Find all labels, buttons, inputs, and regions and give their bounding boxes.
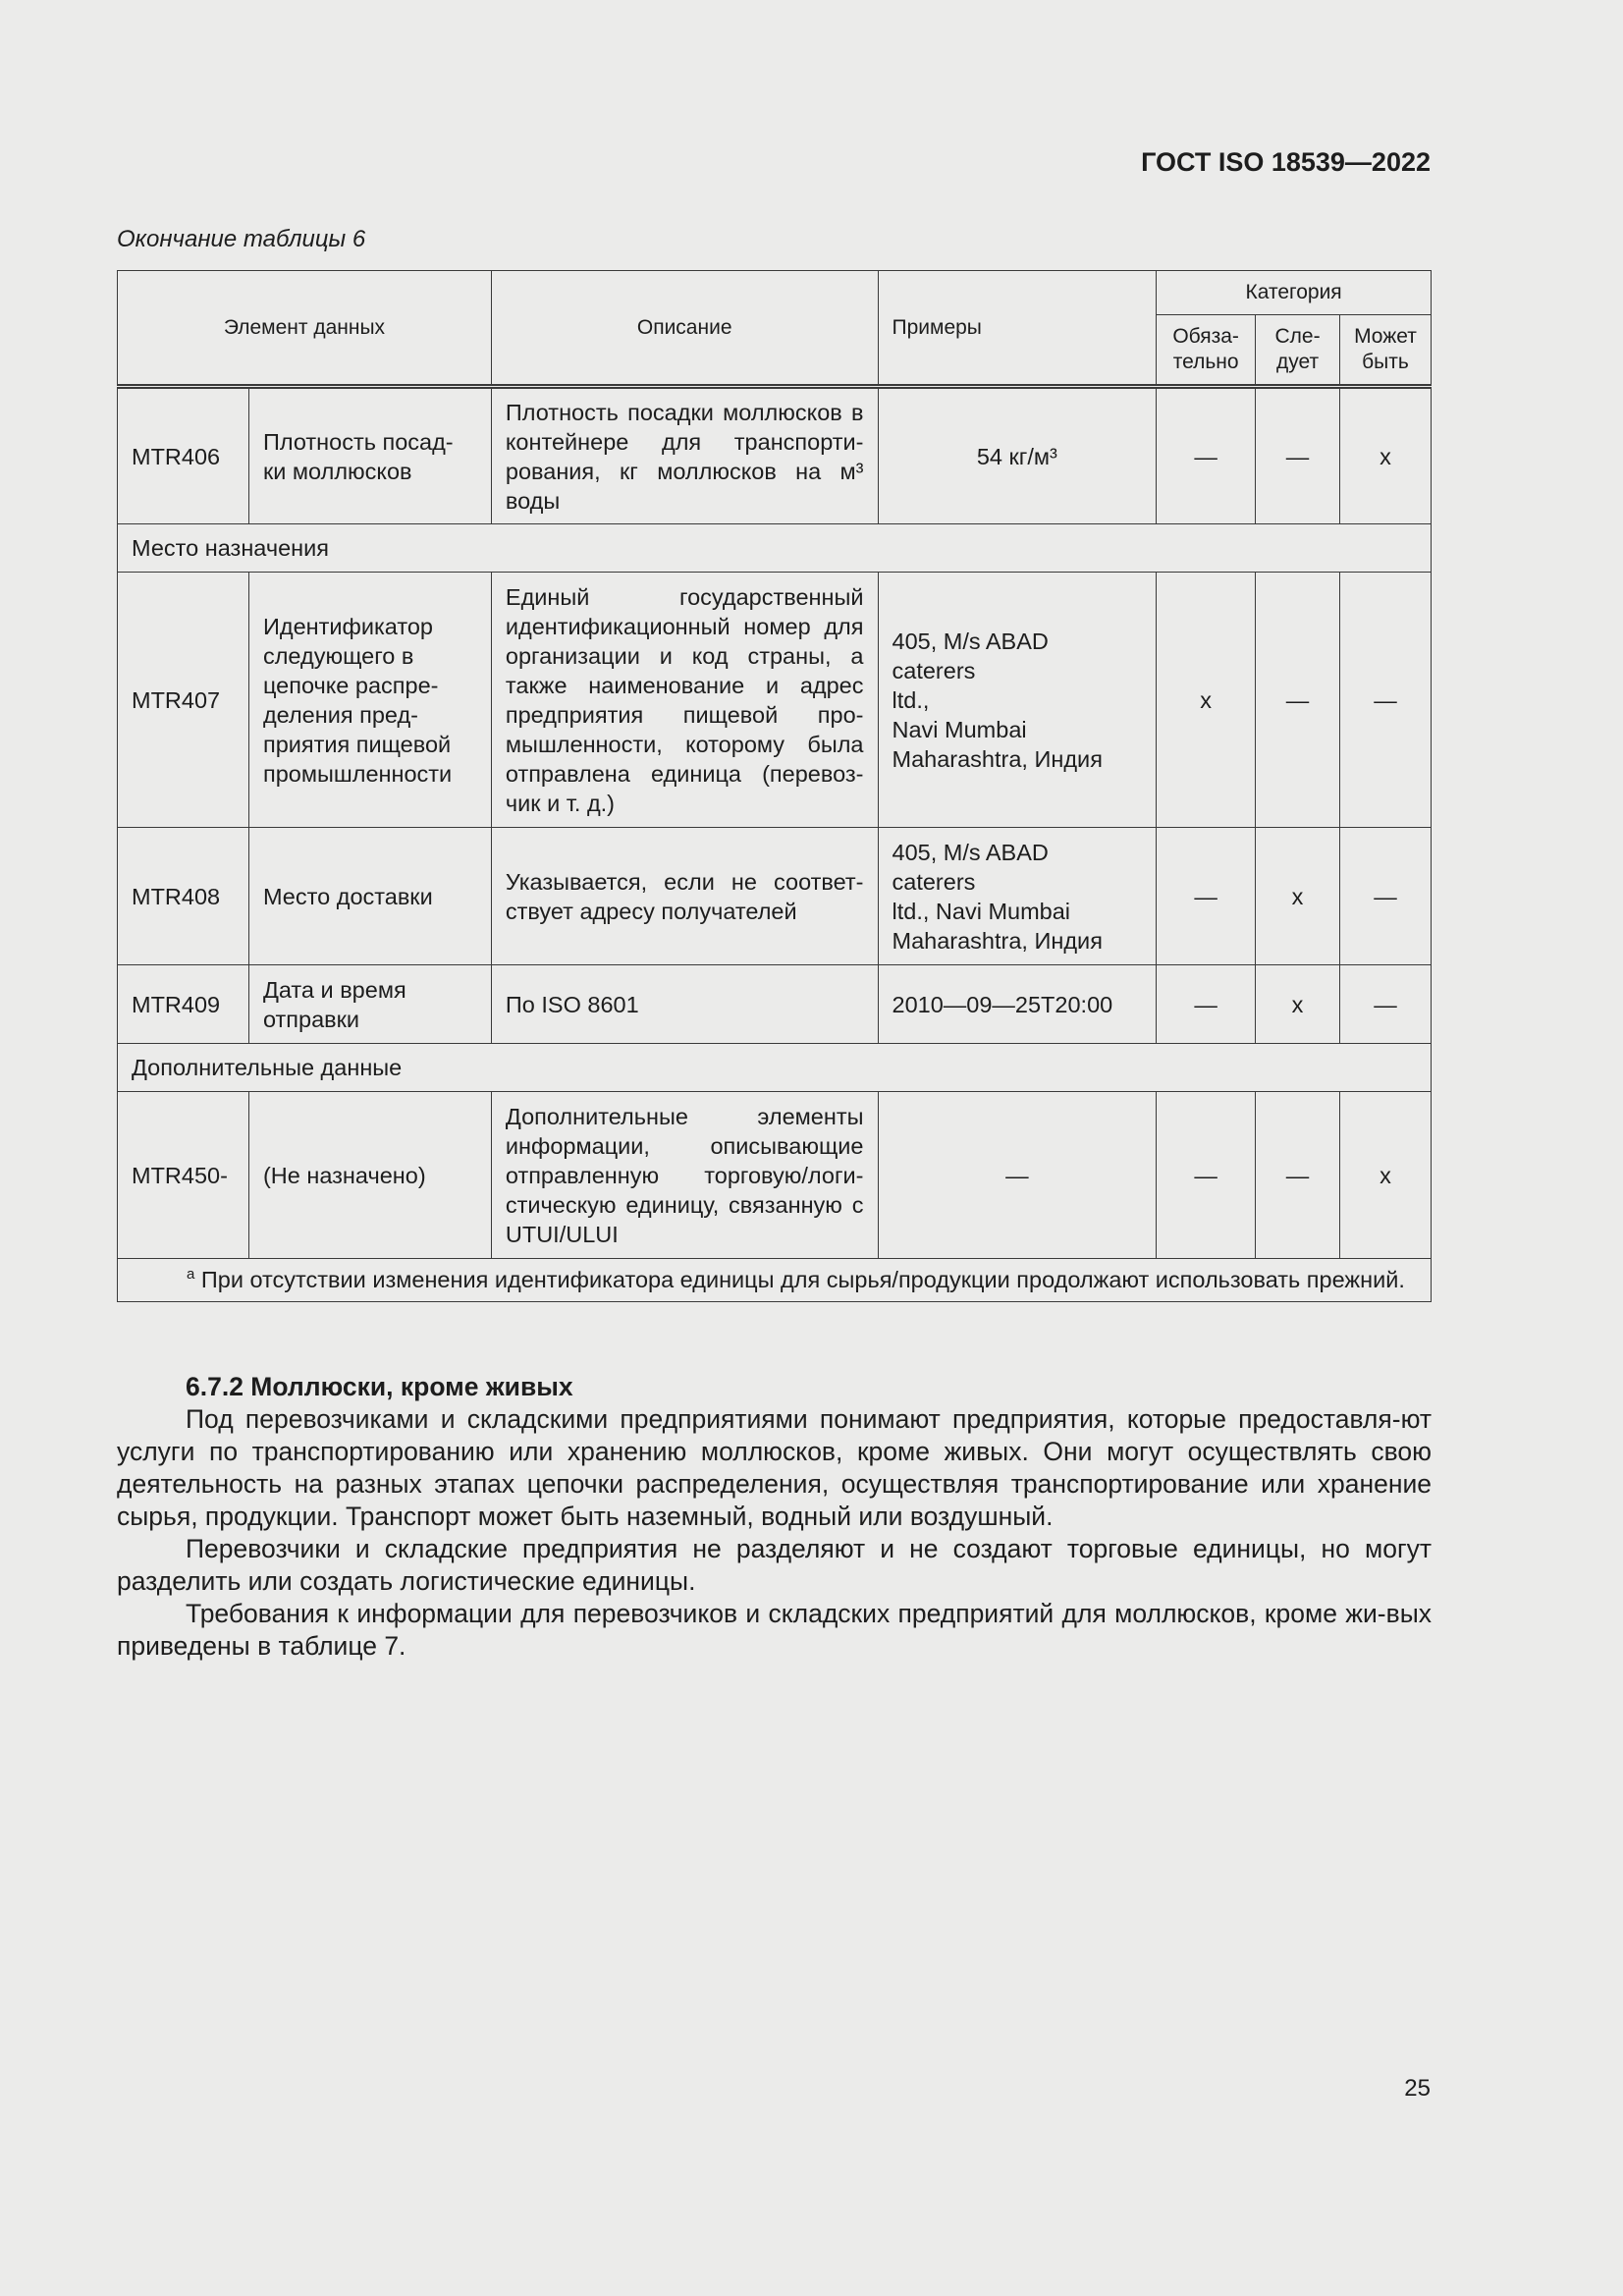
table-section-row bbox=[118, 1044, 1432, 1092]
column-header-may bbox=[1340, 315, 1432, 387]
column-header-should bbox=[1256, 315, 1340, 387]
data-element-code: MTR450- bbox=[118, 1092, 249, 1259]
table-body bbox=[118, 387, 1432, 1302]
may-label: Может быть bbox=[1354, 325, 1417, 373]
category-mandatory: — bbox=[1157, 828, 1256, 965]
data-element-description: Плотность посадки моллюсков в контейнере для транспорти-рования, кг моллюсков на м³ воды bbox=[491, 387, 878, 524]
table-caption: Окончание таблицы 6 bbox=[117, 226, 366, 252]
data-element-name: Плотность посад- ки моллюсков bbox=[248, 387, 491, 524]
category-should: — bbox=[1256, 573, 1340, 828]
data-element-example: 405, M/s ABAD caterers ltd., Navi Mumbai Maharashtra, Индия bbox=[878, 573, 1157, 828]
data-element-name: (Не назначено) bbox=[248, 1092, 491, 1259]
data-element-example: 2010—09—25T20:00 bbox=[878, 965, 1157, 1044]
data-element-example: 405, M/s ABAD caterers ltd., Navi Mumbai Maharashtra, Индия bbox=[878, 828, 1157, 965]
column-header-examples: Примеры bbox=[878, 271, 1157, 387]
category-may: x bbox=[1340, 387, 1432, 524]
footnote-mark: a bbox=[187, 1266, 195, 1284]
data-element-code: MTR406 bbox=[118, 387, 249, 524]
section-heading: 6.7.2 Моллюски, кроме живых bbox=[186, 1372, 573, 1401]
data-element-example: — bbox=[878, 1092, 1157, 1259]
table-footnote bbox=[118, 1259, 1432, 1302]
data-element-code: MTR407 bbox=[118, 573, 249, 828]
data-element-description: Единый государственный идентификационный номер для организации и код страны, а также наименование и адрес предприятия пищевой про-мышленности, которому была отправлена единица (перевоз-чик и т. д.) bbox=[491, 573, 878, 828]
data-element-code: MTR408 bbox=[118, 828, 249, 965]
table-section-row bbox=[118, 524, 1432, 573]
body-paragraph: Требования к информации для перевозчиков и складских предприятий для моллюсков, кроме жи-вых приведены в таблице 7. bbox=[117, 1599, 1432, 1661]
data-element-name: Место доставки bbox=[248, 828, 491, 965]
table-footnote-row bbox=[118, 1259, 1432, 1302]
table-row bbox=[118, 387, 1432, 524]
column-header-category: Категория bbox=[1157, 271, 1432, 315]
data-element-name: Дата и время отправки bbox=[248, 965, 491, 1044]
category-mandatory: — bbox=[1157, 965, 1256, 1044]
category-may: — bbox=[1340, 828, 1432, 965]
category-should: x bbox=[1256, 965, 1340, 1044]
table-row bbox=[118, 573, 1432, 828]
body-paragraph: Перевозчики и складские предприятия не разделяют и не создают торговые единицы, но могут разделить или создать логистические единицы. bbox=[117, 1534, 1432, 1596]
footnote-text: При отсутствии изменения идентификатора единицы для сырья/продукции продолжают использовать прежний. bbox=[200, 1267, 1405, 1292]
column-header-description: Описание bbox=[491, 271, 878, 387]
data-element-description: По ISO 8601 bbox=[491, 965, 878, 1044]
column-header-element: Элемент данных bbox=[118, 271, 492, 387]
section-label: Дополнительные данные bbox=[118, 1044, 1432, 1092]
section-paragraphs bbox=[117, 1403, 1432, 1663]
table-row bbox=[118, 1092, 1432, 1259]
category-should: — bbox=[1256, 387, 1340, 524]
category-may: — bbox=[1340, 965, 1432, 1044]
data-element-name: Идентификатор следующего в цепочке распре- деления пред- приятия пищевой промышленности bbox=[248, 573, 491, 828]
section-label: Место назначения bbox=[118, 524, 1432, 573]
table-header bbox=[118, 271, 1432, 387]
should-label: Сле- дует bbox=[1274, 325, 1321, 373]
category-mandatory: x bbox=[1157, 573, 1256, 828]
table-row bbox=[118, 965, 1432, 1044]
category-mandatory: — bbox=[1157, 1092, 1256, 1259]
document-code: ГОСТ ISO 18539—2022 bbox=[1141, 147, 1431, 177]
data-element-example: 54 кг/м³ bbox=[878, 387, 1157, 524]
category-mandatory: — bbox=[1157, 387, 1256, 524]
data-element-code: MTR409 bbox=[118, 965, 249, 1044]
data-table bbox=[117, 270, 1432, 1302]
category-may: x bbox=[1340, 1092, 1432, 1259]
section-body bbox=[117, 1371, 1432, 1663]
body-paragraph: Под перевозчиками и складскими предприятиями понимают предприятия, которые предоставля-ют услуги по транспортированию или хранению моллюсков, кроме живых. Они могут осуществлять свою деятельность на разных этапах цепочки распределения, осуществляя транспортирование или хранение сырья, продукции. Транспорт может быть наземный, водный или воздушный. bbox=[117, 1404, 1432, 1531]
category-may: — bbox=[1340, 573, 1432, 828]
page-number: 25 bbox=[1404, 2075, 1431, 2102]
category-should: — bbox=[1256, 1092, 1340, 1259]
table-row bbox=[118, 828, 1432, 965]
mandatory-label: Обяза- тельно bbox=[1172, 325, 1239, 373]
data-element-description: Дополнительные элементы информации, описывающие отправленную торговую/логи-стическую единицу, связанную с UTUI/ULUI bbox=[491, 1092, 878, 1259]
category-should: x bbox=[1256, 828, 1340, 965]
data-element-description: Указывается, если не соответ-ствует адресу получателей bbox=[491, 828, 878, 965]
column-header-mandatory bbox=[1157, 315, 1256, 387]
